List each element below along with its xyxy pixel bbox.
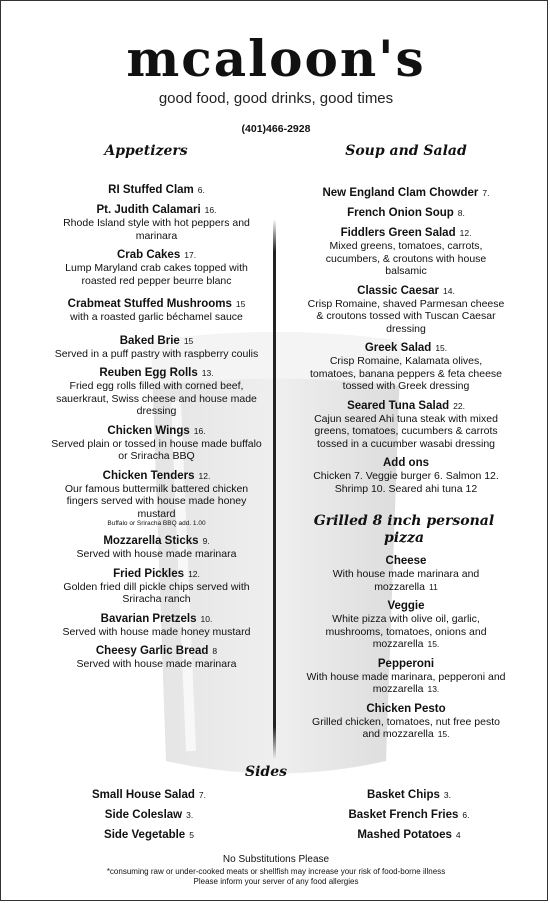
item-description (49, 581, 264, 606)
tagline: good food, good drinks, good times (158, 90, 394, 107)
menu-item (319, 808, 499, 822)
item-description (49, 217, 264, 242)
item-name-line (49, 297, 264, 311)
item-price: 5 (189, 830, 194, 840)
item-name: Classic Caesar (357, 284, 439, 297)
item-name-line (49, 567, 264, 581)
menu-item (49, 183, 264, 197)
item-price: 3. (443, 790, 451, 800)
item-price: 4 (455, 830, 461, 840)
item-name: Chicken Wings (107, 424, 190, 437)
item-name: Add ons (383, 457, 429, 469)
item-name-line (319, 788, 499, 802)
item-description (49, 380, 264, 418)
item-price: 15. (437, 729, 450, 739)
sides-heading: Sides (244, 764, 287, 780)
item-description (49, 548, 264, 561)
item-price: 15. (435, 343, 448, 353)
item-name: Mozzarella Sticks (103, 535, 199, 547)
column-divider (273, 219, 276, 759)
item-description-text: Cajun seared Ahi tuna steak with mixed greens, tomatoes, cucumbers & carrots tossed in a cucumber wasabi dressing (314, 412, 498, 450)
item-name-line (49, 183, 264, 197)
item-name-line (319, 808, 499, 822)
item-description (49, 311, 264, 324)
menu-item (49, 644, 264, 671)
item-name: Crab Cakes (116, 249, 181, 261)
item-description (49, 438, 264, 463)
allergy-note: Please inform your server of any food allergies (193, 877, 359, 886)
item-name: Chicken Pesto (366, 702, 446, 715)
item-price: 12. (188, 568, 200, 579)
item-name-line (319, 828, 499, 842)
item-price: 15. (427, 639, 440, 649)
item-name: Chicken Tenders (102, 469, 195, 482)
item-price: 14. (443, 285, 455, 296)
appetizers-heading: Appetizers (104, 143, 188, 159)
item-name-line (306, 399, 506, 413)
item-name-line (49, 248, 264, 262)
menu-item (306, 226, 506, 278)
item-name: Fried Pickles (113, 567, 185, 580)
item-name-line (306, 657, 506, 671)
item-description-text: Lump Maryland crab cakes topped with roasted red pepper beurre blanc (65, 262, 248, 287)
item-name: Side Vegetable (104, 829, 186, 841)
menu-item (49, 297, 264, 324)
item-name-line (306, 554, 506, 568)
item-price: 10. (200, 613, 213, 624)
menu-item (59, 788, 239, 802)
raw-food-warning: *consuming raw or under-cooked meats or shellfish may increase your risk of food-borne illness (106, 867, 446, 876)
item-description-text: Mixed greens, tomatoes, carrots, cucumbers, & croutons with house balsamic (325, 240, 487, 277)
item-name-line (49, 469, 264, 483)
item-name: French Onion Soup (347, 207, 454, 219)
menu-item (49, 567, 264, 606)
item-description (49, 348, 264, 361)
item-price: 7. (198, 790, 206, 800)
menu-item (306, 599, 506, 651)
item-name-line (49, 534, 264, 548)
item-name: Pepperoni (377, 657, 435, 670)
sides-left-list (59, 788, 239, 848)
item-name: New England Clam Chowder (322, 187, 479, 199)
item-name-line (59, 828, 239, 842)
item-note: Buffalo or Sriracha BBQ add. 1.00 (107, 520, 206, 527)
item-name-line (306, 599, 506, 613)
item-price: 8 (212, 646, 218, 656)
item-description-text: Crisp Romaine, Kalamata olives, tomatoes, banana peppers & feta cheese tossed with Greek dressing (309, 355, 503, 392)
phone-number: (401)466-2928 (241, 123, 311, 135)
item-description-text: With house made marinara, pepperoni and mozzarella (306, 670, 506, 695)
item-price: 15 (183, 335, 194, 346)
sides-right-list (319, 788, 499, 848)
item-name: Reuben Egg Rolls (99, 367, 198, 379)
item-name: Fiddlers Green Salad (340, 227, 456, 239)
soup-salad-heading: Soup and Salad (345, 143, 467, 159)
item-name-line (306, 702, 506, 716)
menu-item (306, 206, 506, 220)
appetizers-list (49, 183, 264, 677)
item-price: 6. (197, 185, 205, 195)
item-description-text: White pizza with olive oil, garlic, mushrooms, tomatoes, onions and mozzarella (325, 613, 487, 650)
menu-item (49, 612, 264, 639)
menu-item (49, 248, 264, 287)
item-description-text: Crisp Romaine, shaved Parmesan cheese & croutons tossed with Tuscan Caesar dressing (307, 297, 505, 335)
menu-item (306, 341, 506, 393)
item-name: Cheesy Garlic Bread (95, 645, 209, 657)
item-price: 17. (184, 250, 197, 260)
item-name: Basket Chips (367, 789, 440, 801)
menu-item (49, 334, 264, 361)
item-name-line (306, 456, 506, 470)
item-name: Baked Brie (119, 334, 180, 347)
item-name: RI Stuffed Clam (108, 184, 194, 196)
item-description (49, 262, 264, 287)
pizza-list (306, 554, 506, 747)
item-name: Cheese (385, 555, 427, 567)
item-description (49, 626, 264, 639)
item-description-text: with a roasted garlic béchamel sauce (70, 311, 243, 323)
item-name: Bavarian Pretzels (100, 612, 197, 625)
menu-item (59, 808, 239, 822)
menu-item (59, 828, 239, 842)
item-name: Side Coleslaw (104, 809, 183, 821)
menu-item (49, 469, 264, 529)
item-price: 16. (193, 425, 206, 436)
item-name-line (306, 284, 506, 298)
item-description-text: With house made marinara and mozzarella (332, 568, 480, 593)
item-name-line (306, 226, 506, 240)
item-name: Mashed Potatoes (357, 829, 452, 841)
item-price: 13. (427, 684, 440, 694)
item-description-text: Grilled chicken, tomatoes, nut free pesto and mozzarella (312, 715, 500, 740)
restaurant-name: mcaloon's (126, 29, 426, 88)
menu-item (49, 203, 264, 242)
item-name: Crabmeat Stuffed Mushrooms (67, 298, 232, 310)
item-name-line (49, 612, 264, 626)
item-description-text: Served plain or tossed in house made buffalo or Sriracha BBQ (51, 437, 262, 462)
item-description-text: Served with house made marinara (76, 548, 237, 560)
item-name: Pt. Judith Calamari (96, 204, 201, 216)
menu-item (49, 366, 264, 418)
soup-salad-list (306, 186, 506, 501)
item-name-line (306, 341, 506, 355)
item-description (306, 298, 506, 336)
no-substitutions-note: No Substitutions Please (222, 854, 330, 865)
item-description-text: Fried egg rolls filled with corned beef, sauerkraut, Swiss cheese and house made dressing (56, 380, 257, 417)
menu-item (49, 424, 264, 463)
item-description-text: Served with house made marinara (76, 658, 237, 670)
item-price: 12. (198, 470, 211, 481)
item-description-text: Rhode Island style with hot peppers and marinara (63, 217, 250, 242)
menu-item (319, 828, 499, 842)
menu-item (306, 399, 506, 451)
menu-item (306, 284, 506, 336)
menu-item (49, 534, 264, 561)
item-price: 13. (201, 368, 214, 378)
item-description (306, 671, 506, 696)
item-name: Small House Salad (92, 789, 195, 801)
item-name-line (49, 203, 264, 217)
item-price: 8. (457, 208, 465, 218)
item-name: Seared Tuna Salad (347, 399, 450, 412)
menu-item (306, 657, 506, 696)
item-description (49, 658, 264, 671)
menu-item (306, 554, 506, 593)
item-price: 6. (462, 810, 470, 820)
item-price: 7. (482, 188, 490, 198)
item-description (306, 355, 506, 393)
item-description (306, 716, 506, 741)
item-name: Veggie (387, 600, 425, 612)
item-name-line (59, 788, 239, 802)
item-name-line (306, 206, 506, 220)
item-name-line (59, 808, 239, 822)
item-description-text: Golden fried dill pickle chips served with Sriracha ranch (63, 580, 250, 605)
item-description-text: Chicken 7. Veggie burger 6. Salmon 12. Shrimp 10. Seared ahi tuna 12 (313, 470, 499, 495)
menu-item (319, 788, 499, 802)
pizza-heading: Grilled 8 inch personal pizza (313, 513, 495, 546)
item-description (306, 568, 506, 593)
item-price: 12. (459, 228, 472, 238)
item-price: 16. (204, 205, 217, 215)
item-description-text: Served with house made honey mustard (62, 625, 251, 638)
item-description-text: Our famous buttermilk battered chicken fingers served with house made honey mustard (64, 482, 249, 520)
item-name-line (49, 334, 264, 348)
item-name-line (49, 366, 264, 380)
item-name: Greek Salad (364, 342, 432, 354)
item-name-line (306, 186, 506, 200)
item-name: Basket French Fries (348, 809, 459, 821)
item-description (49, 483, 264, 521)
item-name-line (49, 644, 264, 658)
menu-item (306, 702, 506, 741)
item-description (306, 240, 506, 278)
item-price: 9. (202, 536, 210, 546)
item-price: 3. (186, 810, 194, 820)
item-description (306, 613, 506, 651)
item-price: 15 (235, 299, 246, 309)
menu-item (306, 456, 506, 495)
item-description (306, 470, 506, 495)
item-name-line (49, 424, 264, 438)
item-description-text: Served in a puff pastry with raspberry coulis (54, 347, 259, 360)
menu-item (306, 186, 506, 200)
item-price: 22. (453, 400, 465, 411)
item-price: 11 (428, 581, 438, 592)
item-description (306, 413, 506, 451)
